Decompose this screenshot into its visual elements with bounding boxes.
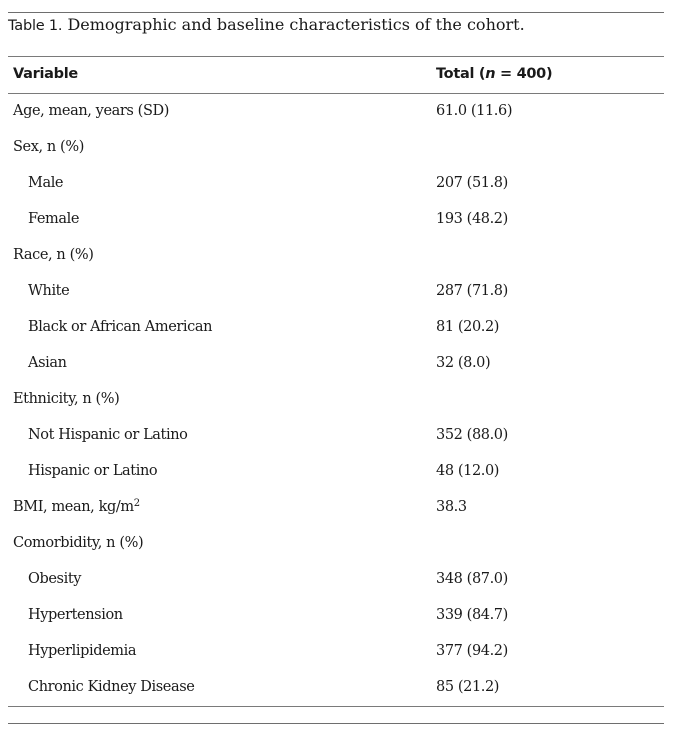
table-row — [0, 453, 680, 489]
table-caption — [8, 15, 525, 36]
row-value: 81 (20.2) — [436, 319, 500, 335]
column-header-variable: Variable — [13, 66, 78, 82]
row-label: Asian — [28, 355, 67, 371]
table-caption-label: Table 1. — [8, 18, 63, 34]
table-row — [0, 273, 680, 309]
table-row — [0, 309, 680, 345]
row-value: 207 (51.8) — [436, 175, 508, 191]
page-bottom-rule — [8, 723, 664, 724]
table-row — [0, 345, 680, 381]
table-row — [0, 633, 680, 669]
row-label: Race, n (%) — [13, 247, 94, 263]
row-label: Sex, n (%) — [13, 139, 84, 155]
table-body — [0, 93, 680, 705]
row-value: 193 (48.2) — [436, 211, 508, 227]
table-row — [0, 165, 680, 201]
row-label: Hispanic or Latino — [28, 463, 158, 479]
row-label: Hypertension — [28, 607, 123, 623]
table-row — [0, 669, 680, 705]
table-row — [0, 597, 680, 633]
table-bottom-rule — [8, 706, 664, 707]
row-label: Chronic Kidney Disease — [28, 679, 195, 695]
row-label: Age, mean, years (SD) — [13, 103, 169, 119]
row-label: Obesity — [28, 571, 82, 587]
row-label: Hyperlipidemia — [28, 643, 137, 659]
table-row — [0, 417, 680, 453]
row-value: 352 (88.0) — [436, 427, 508, 443]
row-label: White — [28, 283, 70, 299]
row-value: 377 (94.2) — [436, 643, 508, 659]
table-row — [0, 381, 680, 417]
row-label: Not Hispanic or Latino — [28, 427, 188, 443]
row-value: 48 (12.0) — [436, 463, 500, 479]
row-value: 348 (87.0) — [436, 571, 508, 587]
column-header-total-prefix: Total ( — [436, 66, 486, 82]
row-value: 85 (21.2) — [436, 679, 500, 695]
table-row — [0, 525, 680, 561]
row-label: Ethnicity, n (%) — [13, 391, 120, 407]
row-label: Male — [28, 175, 64, 191]
row-label: Comorbidity, n (%) — [13, 535, 144, 551]
row-label — [13, 498, 140, 516]
table-row — [0, 561, 680, 597]
table-row — [0, 489, 680, 525]
table-row — [0, 201, 680, 237]
row-label: Black or African American — [28, 319, 213, 335]
column-header-total — [436, 65, 552, 83]
column-header-total-n: n — [485, 66, 496, 82]
row-label: Female — [28, 211, 80, 227]
table-row — [0, 93, 680, 129]
row-label-superscript: 2 — [133, 498, 140, 509]
row-value: 287 (71.8) — [436, 283, 508, 299]
row-value: 339 (84.7) — [436, 607, 508, 623]
column-header-total-suffix: = 400) — [495, 66, 553, 82]
row-value: 38.3 — [436, 499, 467, 515]
row-value: 32 (8.0) — [436, 355, 491, 371]
table-top-rule — [8, 12, 664, 13]
row-value: 61.0 (11.6) — [436, 103, 513, 119]
table-row — [0, 237, 680, 273]
table-caption-text: Demographic and baseline characteristics of the cohort. — [67, 15, 525, 34]
row-label-text: BMI, mean, kg/m — [13, 499, 134, 515]
table-row — [0, 129, 680, 165]
header-top-rule — [8, 56, 664, 57]
